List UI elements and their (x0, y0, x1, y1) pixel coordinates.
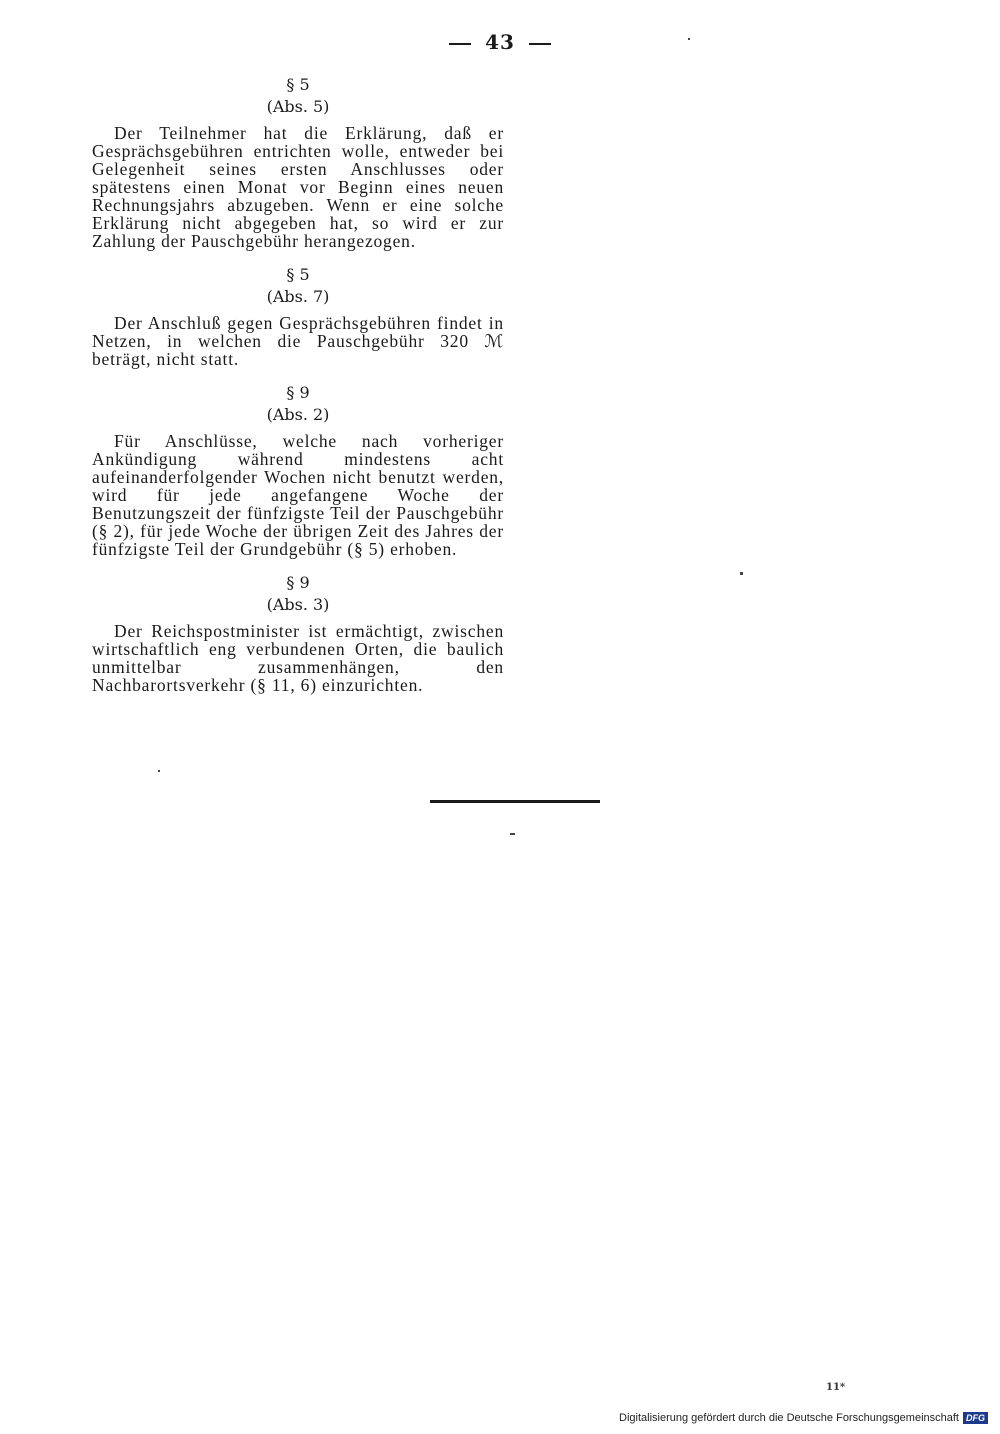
section-3 (92, 382, 504, 558)
section-subheading: (Abs. 3) (266, 595, 330, 614)
section-1 (92, 74, 504, 250)
section-symbol: § 5 (286, 265, 310, 284)
section-subheading: (Abs. 2) (266, 405, 330, 424)
dash-right (529, 43, 551, 45)
section-paragraph: Für Anschlüsse, welche nach vorheriger Ankündigung während mindestens acht aufeinanderfolgender Wochen nicht benutzt werden, wird für jede angefangene Woche der Benutzungszeit der fünfzigste Teil der Pauschgebühr (§ 2), für jede Woche der übrigen Zeit des Jahres der fünfzigste Teil der Grundgebühr (§ 5) erhoben. (92, 431, 504, 559)
digitization-stamp (619, 1412, 988, 1424)
page-number: 43 (485, 30, 515, 54)
signature-mark: 11* (826, 1382, 846, 1393)
print-speck (158, 770, 160, 772)
section-2 (92, 264, 504, 368)
section-subheading: (Abs. 5) (266, 97, 330, 116)
section-symbol: § 9 (286, 383, 310, 402)
print-speck (740, 572, 743, 575)
text-column (92, 74, 504, 708)
section-4 (92, 572, 504, 694)
section-subheading: (Abs. 7) (266, 287, 330, 306)
print-speck (510, 833, 515, 835)
section-paragraph: Der Teilnehmer hat die Erklärung, daß er Gesprächsgebühren entrichten wolle, entweder bei Gelegenheit seines ersten Anschlusses oder spätestens einen Monat vor Beginn eines neuen Rechnungsjahrs abzugeben. Wenn er eine solche Erklärung nicht abgegeben hat, so wird er zur Zahlung der Pauschgebühr herangezogen. (92, 123, 504, 251)
section-symbol: § 9 (286, 573, 310, 592)
dash-left (449, 43, 471, 45)
print-speck (688, 38, 690, 40)
section-paragraph: Der Reichspostminister ist ermächtigt, zwischen wirtschaftlich eng verbundenen Orten, die baulich unmittelbar zusammenhängen, den Nachbarortsverkehr (§ 11, 6) einzurichten. (92, 621, 504, 695)
section-paragraph: Der Anschluß gegen Gesprächsgebühren findet in Netzen, in welchen die Pauschgebühr 320 ℳ beträgt, nicht statt. (92, 313, 504, 369)
stamp-text: Digitalisierung gefördert durch die Deutsche Forschungsgemeinschaft (619, 1412, 959, 1424)
section-symbol: § 5 (286, 75, 310, 94)
page-number-line (0, 30, 1000, 54)
dfg-logo: DFG (963, 1412, 988, 1424)
end-rule (430, 800, 600, 803)
